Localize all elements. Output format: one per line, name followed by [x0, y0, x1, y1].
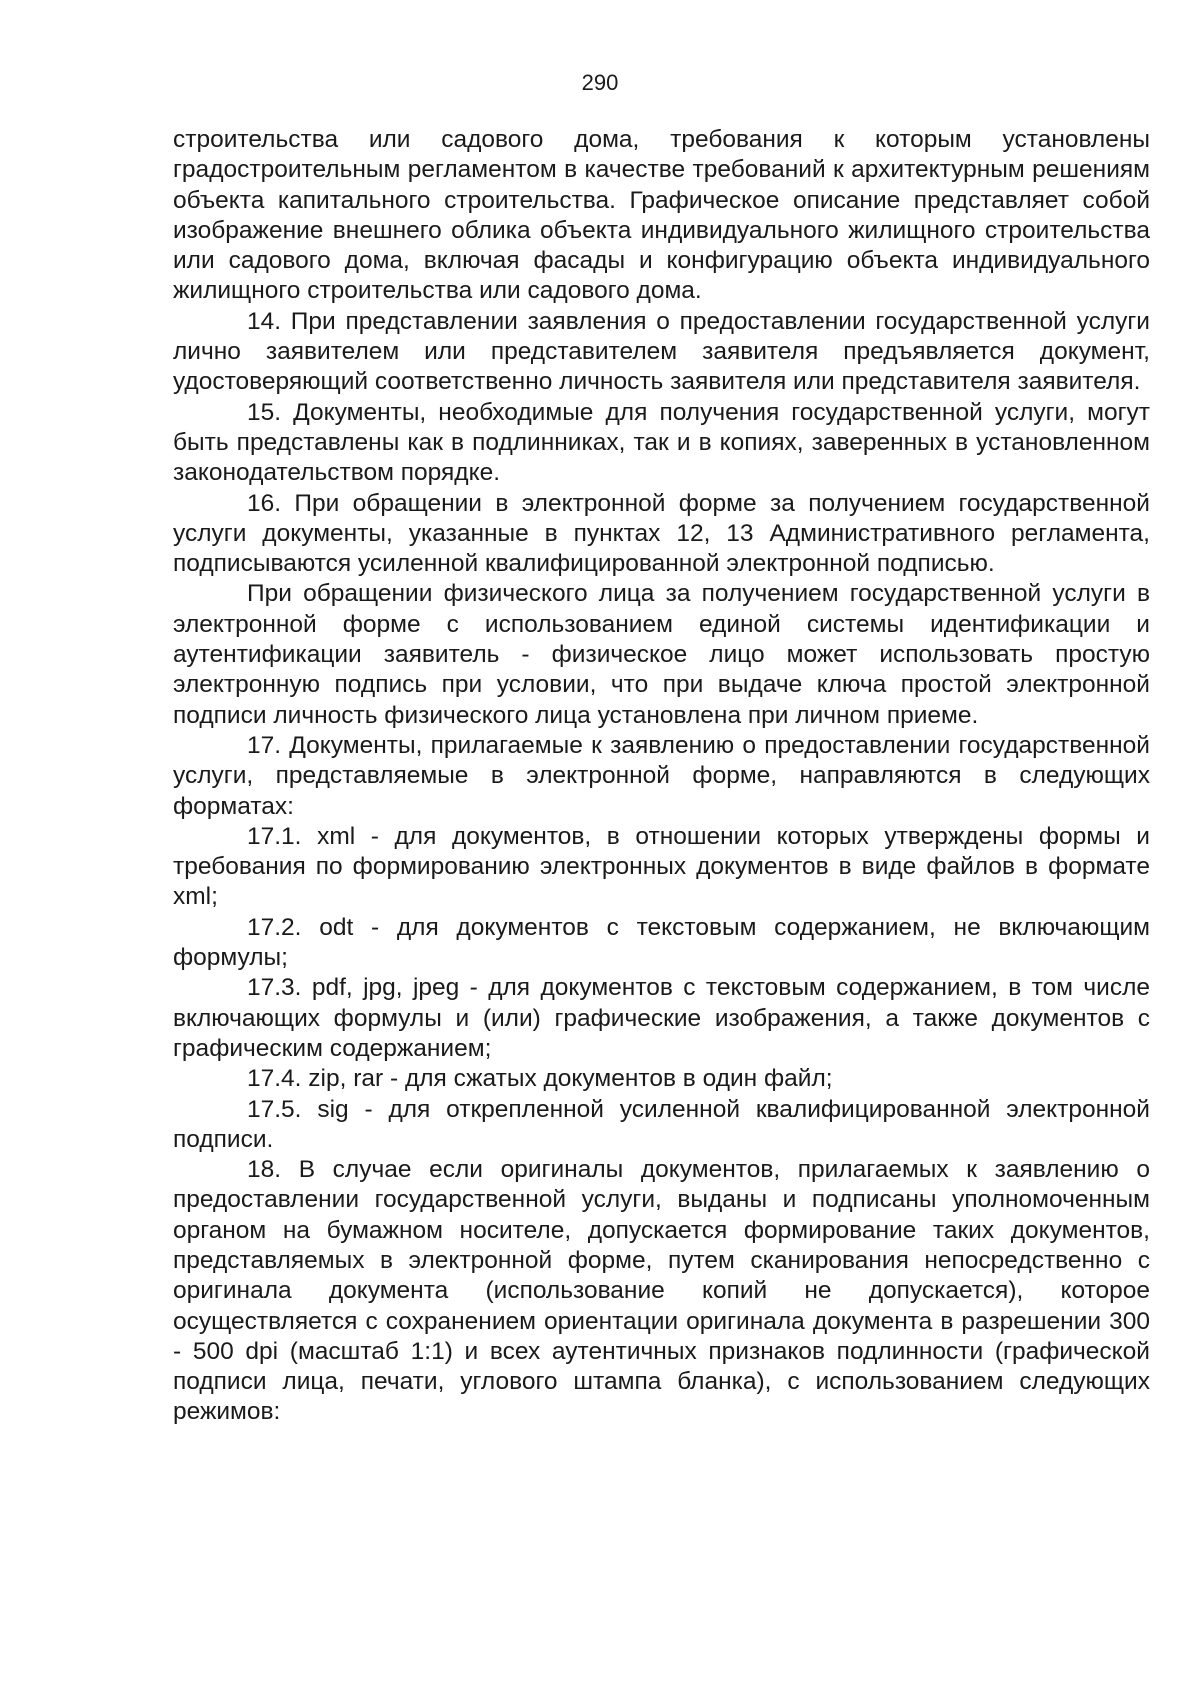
page-number: 290	[581, 70, 619, 95]
paragraph-14: 14. При представлении заявления о предоставлении государственной услуги лично заявителем или представителем заявителя предъявляется документ, удостоверяющий соответственно личность заявителя или представителя заявителя.	[173, 307, 1150, 396]
paragraph-17-4: 17.4. zip, rar - для сжатых документов в один файл;	[247, 1065, 833, 1093]
paragraph-16-physical-person: При обращении физического лица за получением государственной услуги в электронной форме с использованием единой системы идентификации и аутентификации заявитель - физическое лицо может использовать простую электронную подпись при условии, что при выдаче ключа простой электронной подписи личность физического лица установлена при личном приеме.	[173, 580, 1150, 729]
paragraph-17: 17. Документы, прилагаемые к заявлению о предоставлении государственной услуги, представляемые в электронной форме, направляются в следующих форматах:	[173, 731, 1150, 820]
paragraph-continuation: строительства или садового дома, требования к которым установлены градостроительным регламентом в качестве требований к архитектурным решениям объекта капитального строительства. Графическое описание представляет собой изображение внешнего облика объекта индивидуального жилищного строительства или садового дома, включая фасады и конфигурацию объекта индивидуального жилищного строительства или садового дома.	[173, 126, 1150, 305]
paragraph-17-3: 17.3. pdf, jpg, jpeg - для документов с текстовым содержанием, в том числе включающих формулы и (или) графические изображения, а также документов с графическим содержанием;	[173, 974, 1150, 1062]
paragraph-17-2: 17.2. odt - для документов с текстовым содержанием, не включающим формулы;	[173, 913, 1150, 972]
document-body	[173, 125, 1150, 1428]
paragraph-17-5: 17.5. sig - для открепленной усиленной квалифицированной электронной подписи.	[173, 1095, 1150, 1153]
paragraph-17-1: 17.1. xml - для документов, в отношении которых утверждены формы и требования по формированию электронных документов в виде файлов в формате xml;	[173, 822, 1150, 911]
paragraph-16: 16. При обращении в электронной форме за получением государственной услуги документы, указанные в пунктах 12, 13 Административного регламента, подписываются усиленной квалифицированной электронной подписью.	[173, 489, 1150, 578]
paragraph-15: 15. Документы, необходимые для получения государственной услуги, могут быть представлены как в подлинниках, так и в копиях, заверенных в установленном законодательством порядке.	[173, 398, 1150, 487]
paragraph-18: 18. В случае если оригиналы документов, прилагаемых к заявлению о предоставлении государственной услуги, выданы и подписаны уполномоченным органом на бумажном носителе, допускается формирование таких документов, представляемых в электронной форме, путем сканирования непосредственно с оригинала документа (использование копий не допускается), которое осуществляется с сохранением ориентации оригинала документа в разрешении 300 - 500 dpi (масштаб 1:1) и всех аутентичных признаков подлинности (графической подписи лица, печати, углового штампа бланка), с использованием следующих режимов:	[173, 1156, 1150, 1426]
